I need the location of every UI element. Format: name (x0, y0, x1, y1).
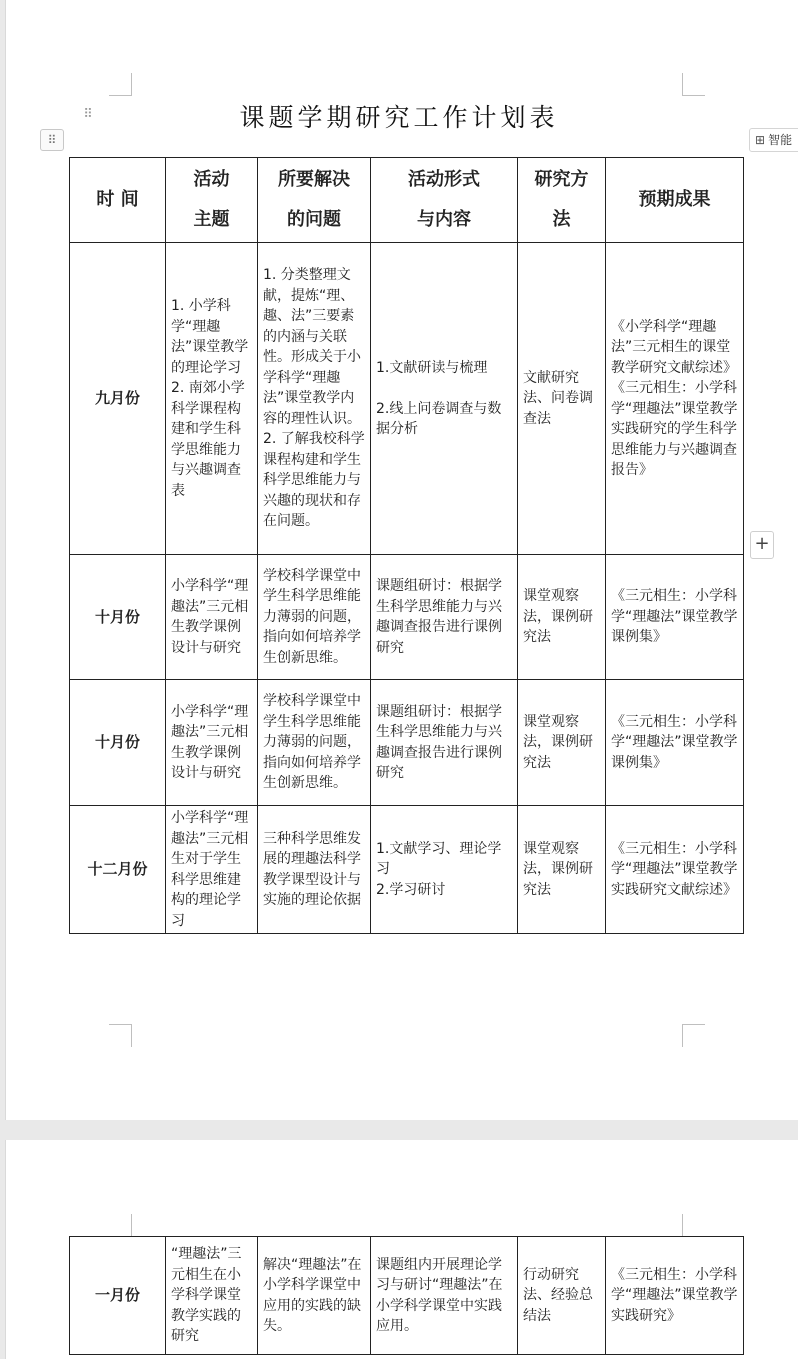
drag-handle-icon[interactable]: ⠿ (83, 107, 93, 122)
cell-theme[interactable]: 1. 小学科学“理趣法”课堂教学的理论学习 2. 南郊小学科学课程构建和学生科学思维能力与兴趣调查表 (166, 243, 258, 555)
cell-outcome[interactable]: 《小学科学“理趣法”三元相生的课堂教学研究文献综述》《三元相生：小学科学“理趣法”课堂教学实践研究的学生科学思维能力与兴趣调查报告》 (606, 243, 744, 555)
cell-method[interactable]: 课堂观察法，课例研究法 (518, 680, 606, 806)
cell-outcome[interactable]: 《三元相生：小学科学“理趣法”课堂教学课例集》 (606, 680, 744, 806)
cell-outcome[interactable]: 《三元相生：小学科学“理趣法”课堂教学课例集》 (606, 555, 744, 680)
cell-outcome[interactable]: 《三元相生：小学科学“理趣法”课堂教学实践研究》 (606, 1237, 744, 1355)
table-header-row (70, 158, 744, 243)
header-method: 研究方 法 (518, 158, 606, 243)
cell-period[interactable]: 十月份 (70, 680, 166, 806)
table-row (70, 555, 744, 680)
cell-problem[interactable]: 解决“理趣法”在小学科学课堂中应用的实践的缺失。 (258, 1237, 371, 1355)
margin-mark-top-left (109, 1214, 132, 1237)
cell-form[interactable]: 课题组研讨：根据学生科学思维能力与兴趣调查报告进行课例研究 (371, 555, 518, 680)
smart-assist-button[interactable] (749, 128, 798, 152)
cell-form[interactable]: 课题组内开展理论学习与研讨“理趣法”在小学科学课堂中实践应用。 (371, 1237, 518, 1355)
header-theme: 活动 主题 (166, 158, 258, 243)
cell-period[interactable]: 十月份 (70, 555, 166, 680)
table-row (70, 1237, 744, 1355)
smart-assist-icon: ⊞ (755, 133, 766, 147)
cell-theme[interactable]: 小学科学“理趣法”三元相生教学课例设计与研究 (166, 555, 258, 680)
cell-method[interactable]: 课堂观察法，课例研究法 (518, 806, 606, 934)
cell-period[interactable]: 十二月份 (70, 806, 166, 934)
header-time: 时 间 (70, 158, 166, 243)
cell-period[interactable]: 一月份 (70, 1237, 166, 1355)
margin-mark-top-left (109, 73, 132, 96)
plan-table (69, 157, 744, 934)
cell-method[interactable]: 行动研究法、经验总结法 (518, 1237, 606, 1355)
table-row (70, 243, 744, 555)
cell-method[interactable]: 文献研究法、问卷调查法 (518, 243, 606, 555)
cell-method[interactable]: 课堂观察法，课例研究法 (518, 555, 606, 680)
plan-table-continued (69, 1236, 744, 1355)
cell-period[interactable]: 九月份 (70, 243, 166, 555)
header-form: 活动形式 与内容 (371, 158, 518, 243)
cell-problem[interactable]: 学校科学课堂中学生科学思维能力薄弱的问题，指向如何培养学生创新思维。 (258, 555, 371, 680)
cell-theme[interactable]: 小学科学“理趣法”三元相生教学课例设计与研究 (166, 680, 258, 806)
cell-form[interactable]: 1.文献学习、理论学习 2.学习研讨 (371, 806, 518, 934)
smart-assist-label: 智能 (768, 133, 793, 147)
margin-mark-top-right (682, 73, 705, 96)
table-row (70, 806, 744, 934)
cell-problem[interactable]: 学校科学课堂中学生科学思维能力薄弱的问题，指向如何培养学生创新思维。 (258, 680, 371, 806)
margin-mark-bottom-left (109, 1024, 132, 1047)
margin-mark-top-right (682, 1214, 705, 1237)
cell-outcome[interactable]: 《三元相生：小学科学“理趣法”课堂教学实践研究文献综述》 (606, 806, 744, 934)
cell-form[interactable]: 课题组研讨：根据学生科学思维能力与兴趣调查报告进行课例研究 (371, 680, 518, 806)
add-row-button[interactable]: + (750, 531, 774, 559)
cell-theme[interactable]: 小学科学“理趣法”三元相生对于学生科学思维建构的理论学习 (166, 806, 258, 934)
header-problem: 所要解决 的问题 (258, 158, 371, 243)
document-title: 课题学期研究工作计划表 (239, 103, 559, 132)
header-outcome: 预期成果 (606, 158, 744, 243)
cell-problem[interactable]: 三种科学思维发展的理趣法科学教学课型设计与实施的理论依据 (258, 806, 371, 934)
margin-mark-bottom-right (682, 1024, 705, 1047)
table-move-handle-icon[interactable]: ⠿ (40, 129, 64, 151)
table-row (70, 680, 744, 806)
cell-theme[interactable]: “理趣法”三元相生在小学科学课堂教学实践的研究 (166, 1237, 258, 1355)
cell-form[interactable]: 1.文献研读与梳理 2.线上问卷调查与数据分析 (371, 243, 518, 555)
cell-problem[interactable]: 1. 分类整理文献，提炼“理、趣、法”三要素的内涵与关联性。形成关于小学科学“理趣法”课堂教学内容的理性认识。 2. 了解我校科学课程构建和学生科学思维能力与兴趣的现状和存在问题。 (258, 243, 371, 555)
